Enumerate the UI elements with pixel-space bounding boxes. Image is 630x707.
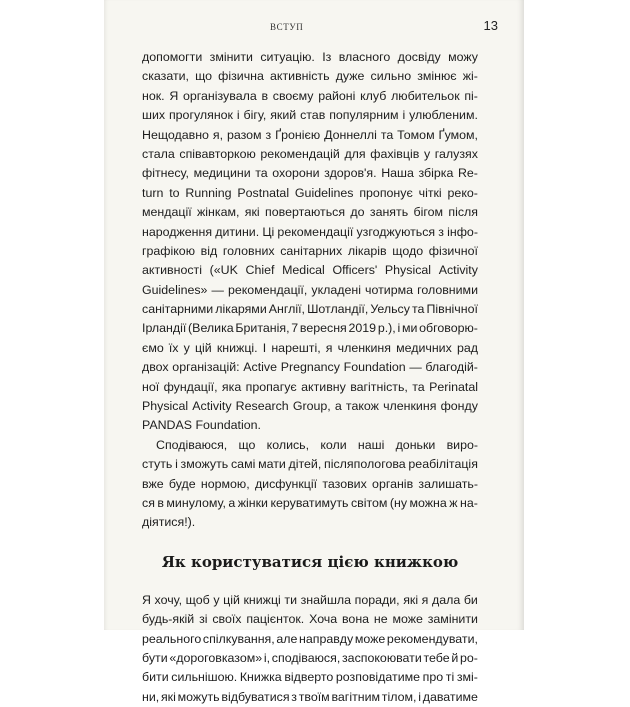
running-head: ВСТУП bbox=[270, 22, 304, 32]
paragraph-2 bbox=[142, 436, 478, 533]
book-page bbox=[104, 0, 524, 704]
text-line: сказати, що фізична активність дуже сильно змінює жі- bbox=[142, 69, 478, 84]
text-line: будь-якій зі своїх пацієнток. Хоча вона не може замінити bbox=[142, 612, 478, 627]
text-line: ємо їх у цій книжці. І нарешті, я членкиня медичних рад bbox=[142, 340, 478, 355]
text-line: допомогти змінити ситуацію. Із власного досвіду можу bbox=[142, 50, 478, 64]
text-line: діятися!). bbox=[142, 515, 196, 530]
text-line: мендації жінкам, які повертаються до занять бігом після bbox=[142, 205, 478, 220]
text-line: ни, які можуть відбуватися з твоїм вагітним тілом, і даватиме bbox=[142, 689, 478, 704]
text-line: Нещодавно я, разом з Ґронією Доннеллі та Томом Ґумом, bbox=[142, 127, 478, 142]
text-line: ся в минулому, а жінки керуватимуть світом (ну можна ж на- bbox=[142, 495, 478, 510]
text-line: народження дитини. Ці рекомендації узгоджуються з інфо- bbox=[142, 224, 478, 239]
paragraph-1 bbox=[142, 48, 478, 436]
text-line: Ірландії (Велика Британія, 7 вересня 2019 р.), і ми обговорю- bbox=[142, 321, 478, 336]
paragraph-3 bbox=[142, 591, 478, 707]
text-line: Physical Activity Research Group, а також членкиня фонду bbox=[142, 399, 478, 414]
text-line: PANDAS Foundation. bbox=[142, 418, 261, 433]
text-line: turn to Running Postnatal Guidelines пропонує чіткі реко- bbox=[142, 185, 478, 200]
text-line: активності («UK Chief Medical Officers' Physical Activity bbox=[142, 263, 478, 278]
text-line: ших прогулянок і бігу, який став популярним і улюбленим. bbox=[142, 108, 478, 123]
text-line: стуть і зможуть самі мати дітей, післяпологова реабілітація bbox=[142, 457, 478, 472]
text-line: двох організацій: Active Pregnancy Foundation — благодій- bbox=[142, 360, 478, 375]
text-line: реального спілкування, але направду може рекомендувати, bbox=[142, 631, 478, 646]
text-line: ної фундації, яка пропагує активну вагітність, та Perinatal bbox=[142, 379, 478, 394]
text-line: вже буде нормою, дисфункції тазових органів залишать- bbox=[142, 476, 478, 491]
text-line: бути «дороговказом» і, сподіваюся, заспокоювати тебе й ро- bbox=[142, 650, 478, 665]
page-body bbox=[142, 48, 478, 707]
text-line: Я хочу, щоб у цій книжці ти знайшла поради, які я дала би bbox=[142, 592, 478, 607]
page-number: 13 bbox=[483, 18, 498, 33]
text-line: Guidelines» — рекомендації, укладені чотирма головними bbox=[142, 282, 478, 297]
text-line: фітнесу, медицини та охорони здоров'я. Наша збірка Re- bbox=[142, 166, 478, 181]
text-line: графікою від головних санітарних лікарів щодо фізичної bbox=[142, 243, 478, 258]
text-line: нок. Я організувала в своєму районі клуб любительок пі- bbox=[142, 88, 478, 103]
text-line: санітарними лікарями Англії, Шотландії, Уельсу та Північної bbox=[142, 302, 478, 317]
text-line: стала співавторкою рекомендацій для фахівців у галузях bbox=[142, 146, 478, 161]
text-line: Сподіваюся, що колись, коли наші доньки виро- bbox=[156, 437, 478, 452]
page-header bbox=[104, 16, 524, 36]
text-line: бити сильнішою. Книжка відверто розповідатиме про ті змі- bbox=[142, 670, 478, 685]
section-heading: Як користуватися цією книжкою bbox=[161, 552, 459, 571]
